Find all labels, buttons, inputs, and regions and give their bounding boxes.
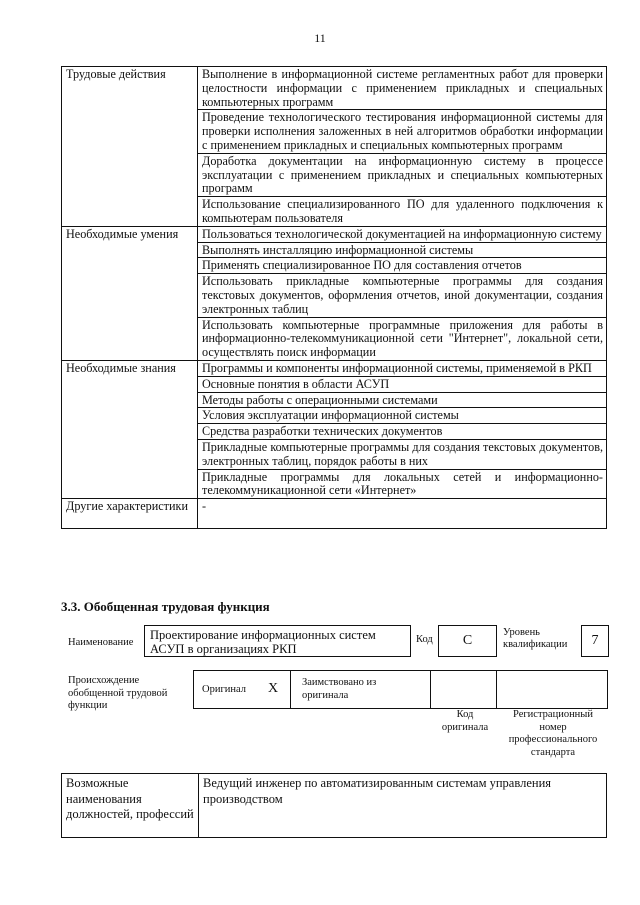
row-item: Средства разработки технических документов [198, 424, 607, 440]
code-label: Код [416, 634, 433, 645]
row-item: Применять специализированное ПО для составления отчетов [198, 258, 607, 274]
function-name: Проектирование информационных систем АСУП в организациях РКП [150, 628, 376, 656]
origin-divider [430, 671, 431, 708]
table-row [62, 360, 607, 376]
table-row [62, 226, 607, 242]
row-item: Программы и компоненты информационной системы, применяемой в РКП [198, 360, 607, 376]
section-heading: 3.3. Обобщенная трудовая функция [61, 599, 270, 614]
labor-functions-table [61, 66, 607, 529]
origin-label: Происхождение обобщенной трудовой функции [68, 675, 168, 711]
borrowed-label: Заимствовано из оригинала [302, 677, 377, 701]
level-label: Уровень квалификации [503, 627, 568, 650]
origin-divider [496, 671, 497, 708]
jobs-label: Возможные наименования должностей, профессий [62, 774, 199, 838]
row-item: Использовать прикладные компьютерные программы для создания текстовых документов, оформления отчетов, иной документации, создания электронных таблиц [198, 274, 607, 317]
job-titles-table [61, 773, 607, 838]
row-item: Условия эксплуатации информационной системы [198, 408, 607, 424]
row-item: Прикладные компьютерные программы для создания текстовых документов, электронных таблиц, порядок работы в них [198, 439, 607, 469]
row-item: Проведение технологического тестирования информационной системы для проверки исполнения заложенных в ней алгоритмов обработки информации с применением прикладных и специальных компьютерных программ [198, 110, 607, 153]
code-box [438, 625, 497, 657]
row-label: Необходимые знания [62, 360, 198, 498]
row-item: Использование специализированного ПО для удаленного подключения к компьютерам пользователя [198, 197, 607, 227]
row-item: Основные понятия в области АСУП [198, 376, 607, 392]
original-mark: X [268, 681, 279, 696]
origin-divider [290, 671, 291, 708]
table-row [62, 499, 607, 529]
row-label: Другие характеристики [62, 499, 198, 529]
page-number: 11 [314, 31, 326, 45]
row-label: Необходимые умения [62, 226, 198, 360]
name-label: Наименование [68, 637, 134, 648]
row-item: Доработка документации на информационную систему в процессе эксплуатации с применением прикладных и специальных компьютерных программ [198, 153, 607, 196]
row-item: Выполнение в информационной системе регламентных работ для проверки целостности информации с применением прикладных и специальных компьютерных программ [198, 67, 607, 110]
row-item: Методы работы с операционными системами [198, 392, 607, 408]
reg-number-caption: Регистрационный номер профессионального стандарта [508, 709, 598, 758]
row-label: Трудовые действия [62, 67, 198, 227]
row-item: Прикладные программы для локальных сетей и информационно-телекоммуникационной сети «Интернет» [198, 469, 607, 499]
row-item: Использовать компьютерные программные приложения для работы в информационно-телекоммуникационной сети "Интернет", локальной сети, осуществлять поиск информации [198, 317, 607, 360]
row-item: - [198, 499, 607, 529]
original-label: Оригинал [202, 684, 246, 695]
code-value: C [462, 633, 473, 648]
table-row [62, 67, 607, 110]
row-item: Выполнять инсталляцию информационной системы [198, 242, 607, 258]
level-value: 7 [591, 633, 599, 648]
code-original-caption: Код оригинала [441, 709, 489, 733]
jobs-value: Ведущий инженер по автоматизированным системам управления производством [199, 774, 607, 838]
name-box [144, 625, 411, 657]
row-item: Пользоваться технологической документацией на информационную систему [198, 226, 607, 242]
level-box [581, 625, 609, 657]
